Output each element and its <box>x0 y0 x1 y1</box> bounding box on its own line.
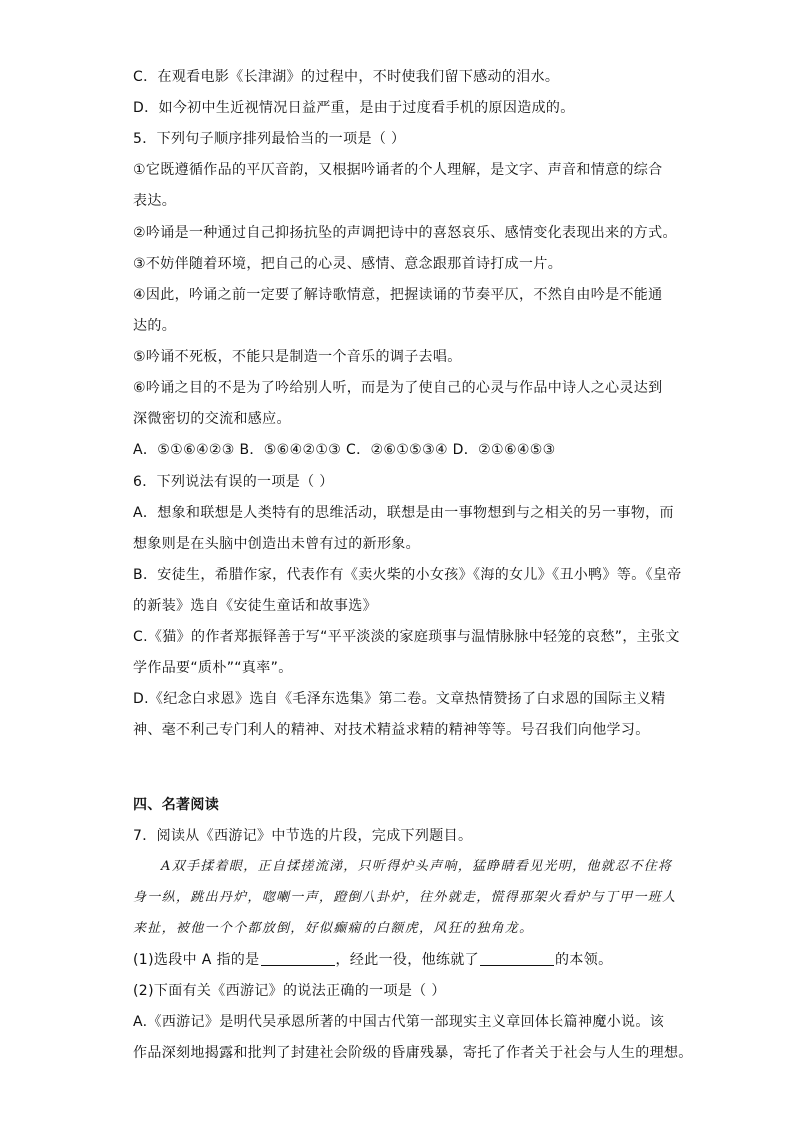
subquestion-2: (2)下面有关《西游记》的说法正确的一项是（ ） <box>133 983 446 999</box>
sentence-1-cont: 表达。 <box>133 193 177 209</box>
sentence-5: ⑤吟诵不死板，不能只是制造一个音乐的调子去唱。 <box>133 349 462 365</box>
excerpt-line-1: A双手揉着眼，正自揉搓流涕，只听得炉头声响，猛睁睛看见光明，他就忍不住将 <box>161 859 673 874</box>
subquestion-2-option-a: A.《西游记》是明代吴承恩所著的中国古代第一部现实主义章回体长篇神魔小说。该 <box>133 1014 665 1030</box>
section-heading: 四、名著阅读 <box>133 797 220 813</box>
option-d-text: D．如今初中生近视情况日益严重，是由于过度看手机的原因造成的。 <box>133 100 575 116</box>
subquestion-2-option-a-cont: 作品深刻地揭露和批判了封建社会阶级的昏庸残暴，寄托了作者关于社会与人生的理想。 <box>133 1045 693 1061</box>
excerpt-line-2: 身一纵，跳出丹炉，唿喇一声，蹬倒八卦炉，往外就走，慌得那架火看炉与丁甲一班人 <box>133 890 677 905</box>
sentence-6-cont: 深微密切的交流和感应。 <box>133 411 291 427</box>
sentence-4: ④因此，吟诵之前一定要了解诗歌情意，把握读诵的节奏平仄，不然自由吟是不能通 <box>133 287 663 303</box>
question-5-options: A．⑤①⑥④②③ B．⑤⑥④②①③ C．②⑥①⑤③④ D．②①⑥④⑤③ <box>133 442 556 458</box>
subquestion-1-part-a: (1)选段中 A 指的是 <box>133 952 260 968</box>
q6-option-c-cont: 学作品要“质朴”“真率”。 <box>133 660 293 676</box>
question-7-stem: 7．阅读从《西游记》中节选的片段，完成下列题目。 <box>133 828 473 844</box>
q6-option-d: D.《纪念白求恩》选自《毛泽东选集》第二卷。文章热情赞扬了白求恩的国际主义精 <box>133 691 666 707</box>
question-6-stem: 6．下列说法有误的一项是（ ） <box>133 474 334 490</box>
q6-option-a: A．想象和联想是人类特有的思维活动，联想是由一事物想到与之相关的另一事物，而 <box>133 505 674 521</box>
sentence-4-cont: 达的。 <box>133 318 177 334</box>
option-c-text: C．在观看电影《长津湖》的过程中，不时使我们留下感动的泪水。 <box>133 69 560 85</box>
answer-blank-2[interactable] <box>480 951 554 966</box>
question-5-stem: 5．下列句子顺序排列最恰当的一项是（ ） <box>133 131 406 147</box>
q6-option-b-cont: 的新装》选自《安徒生童话和故事选》 <box>133 598 377 614</box>
q6-option-d-cont: 神、毫不利己专门利人的精神、对技术精益求精的精神等等。号召我们向他学习。 <box>133 722 650 738</box>
excerpt-line-3: 来扯，被他一个个都放倒，好似癫痫的白额虎，风狂的独角龙。 <box>133 921 534 936</box>
q6-option-b: B．安徒生，希腊作家，代表作有《卖火柴的小女孩》《海的女儿》《丑小鸭》等。《皇帝 <box>133 567 682 583</box>
subquestion-1 <box>133 950 612 970</box>
sentence-2: ②吟诵是一种通过自己抑扬抗坠的声调把诗中的喜怒哀乐、感情变化表现出来的方式。 <box>133 225 677 241</box>
q6-option-c: C.《猫》的作者郑振铎善于写“平平淡淡的家庭琐事与温情脉脉中轻笼的哀愁”，主张文 <box>133 629 680 645</box>
answer-blank-1[interactable] <box>261 951 335 966</box>
sentence-1: ①它既遵循作品的平仄音韵，又根据吟诵者的个人理解，是文字、声音和情意的综合 <box>133 162 663 178</box>
q6-option-a-cont: 想象则是在头脑中创造出未曾有过的新形象。 <box>133 536 420 552</box>
subquestion-1-part-b: ，经此一役，他练就了 <box>335 952 480 968</box>
sentence-3: ③不妨伴随着环境，把自己的心灵、感情、意念跟那首诗打成一片。 <box>133 256 563 272</box>
subquestion-1-part-c: 的本领。 <box>555 952 613 968</box>
sentence-6: ⑥吟诵之目的不是为了吟给别人听，而是为了使自己的心灵与作品中诗人之心灵达到 <box>133 380 663 396</box>
